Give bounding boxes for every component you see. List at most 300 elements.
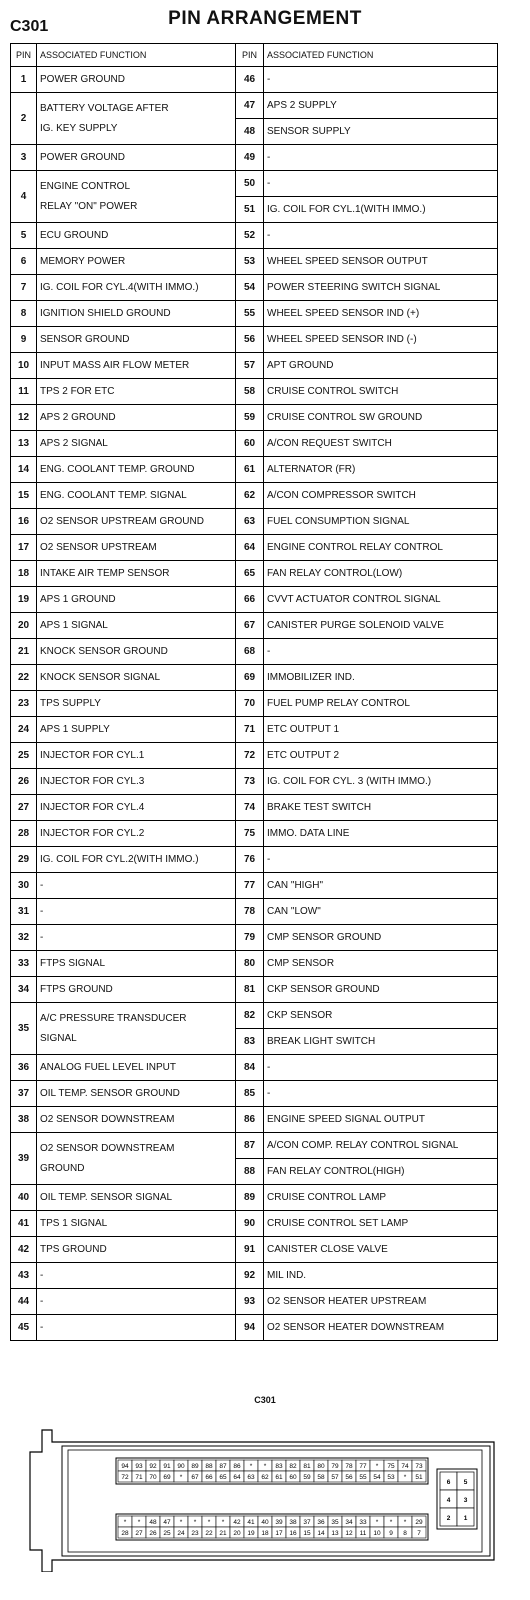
terminal-label: 77	[359, 1463, 367, 1470]
pin-function: CMP SENSOR GROUND	[264, 925, 498, 951]
table-header-row	[11, 44, 498, 67]
pin-function	[37, 1081, 236, 1107]
connector-housing	[30, 1430, 494, 1572]
terminal-label: 36	[317, 1519, 325, 1526]
terminal-label: 3	[463, 1497, 468, 1504]
terminal-label: 29	[415, 1519, 423, 1526]
table-row	[11, 275, 498, 301]
function-line: O2 SENSOR UPSTREAM	[40, 541, 157, 553]
pin-number: 10	[11, 353, 37, 379]
pin-number: 24	[11, 717, 37, 743]
table-row	[11, 457, 498, 483]
terminal-label: *	[193, 1519, 197, 1526]
pin-number: 88	[236, 1159, 264, 1185]
function-line: IG. KEY SUPPLY	[40, 122, 118, 134]
pin-number: 87	[236, 1133, 264, 1159]
pin-function: CKP SENSOR	[264, 1003, 498, 1029]
pin-function	[37, 457, 236, 483]
terminal-label: 26	[149, 1530, 157, 1537]
terminal-label: 80	[317, 1463, 325, 1470]
pin-number: 54	[236, 275, 264, 301]
pin-function	[37, 1133, 236, 1185]
pin-header: PIN	[11, 44, 37, 67]
terminal-label: 58	[317, 1474, 325, 1481]
table-row	[11, 223, 498, 249]
pin-function	[37, 925, 236, 951]
pin-number: 36	[11, 1055, 37, 1081]
pin-number: 93	[236, 1289, 264, 1315]
pin-number: 12	[11, 405, 37, 431]
function-line: -	[40, 879, 44, 891]
pin-function	[37, 405, 236, 431]
pin-number: 23	[11, 691, 37, 717]
pin-header: PIN	[236, 44, 264, 67]
pin-function: -	[264, 1055, 498, 1081]
connector-label: C301	[10, 18, 49, 35]
terminal-label: 92	[149, 1463, 157, 1470]
terminal-label: 83	[275, 1463, 283, 1470]
pin-number: 80	[236, 951, 264, 977]
table-row	[11, 1003, 498, 1029]
terminal-label: *	[221, 1519, 225, 1526]
pin-number: 60	[236, 431, 264, 457]
pin-function	[37, 847, 236, 873]
pin-number: 70	[236, 691, 264, 717]
terminal-label: 70	[149, 1474, 157, 1481]
pin-number: 32	[11, 925, 37, 951]
terminal-label: 17	[275, 1530, 283, 1537]
pin-number: 52	[236, 223, 264, 249]
pin-number: 82	[236, 1003, 264, 1029]
terminal-label: 37	[303, 1519, 311, 1526]
function-line: POWER GROUND	[40, 151, 125, 163]
pin-function: O2 SENSOR HEATER UPSTREAM	[264, 1289, 498, 1315]
terminal-label: 7	[417, 1530, 421, 1537]
terminal-label: 79	[331, 1463, 339, 1470]
pin-number: 67	[236, 613, 264, 639]
function-line: POWER GROUND	[40, 73, 125, 85]
pin-function: CANISTER CLOSE VALVE	[264, 1237, 498, 1263]
terminal-label: 18	[261, 1530, 269, 1537]
pin-function: CKP SENSOR GROUND	[264, 977, 498, 1003]
function-line: MEMORY POWER	[40, 255, 126, 267]
pin-function	[37, 171, 236, 223]
pin-number: 30	[11, 873, 37, 899]
pin-number: 44	[11, 1289, 37, 1315]
function-line: -	[40, 1295, 44, 1307]
pin-function	[37, 717, 236, 743]
terminal-label: *	[375, 1463, 379, 1470]
pin-number: 25	[11, 743, 37, 769]
terminal-label: 12	[345, 1530, 353, 1537]
terminal-label: 66	[205, 1474, 213, 1481]
pin-arrangement-table	[10, 43, 497, 1341]
pin-function: CRUISE CONTROL SWITCH	[264, 379, 498, 405]
pin-function	[37, 613, 236, 639]
terminal-label: *	[263, 1463, 267, 1470]
function-line: GROUND	[40, 1162, 85, 1174]
table-row	[11, 353, 498, 379]
terminal-label: 1	[463, 1515, 468, 1522]
table-row	[11, 67, 498, 93]
terminal-label: 5	[463, 1479, 468, 1486]
pin-function	[37, 1107, 236, 1133]
table-row	[11, 847, 498, 873]
pin-number: 22	[11, 665, 37, 691]
terminal-label: 78	[345, 1463, 353, 1470]
pin-function: CRUISE CONTROL SW GROUND	[264, 405, 498, 431]
pin-number: 31	[11, 899, 37, 925]
pin-number: 85	[236, 1081, 264, 1107]
terminal-label: *	[389, 1519, 393, 1526]
terminal-label: 54	[373, 1474, 381, 1481]
pin-number: 55	[236, 301, 264, 327]
function-line: -	[40, 905, 44, 917]
pin-number: 79	[236, 925, 264, 951]
pin-function	[37, 821, 236, 847]
pin-function: -	[264, 847, 498, 873]
pin-function	[37, 743, 236, 769]
terminal-label: 90	[177, 1463, 185, 1470]
terminal-label: *	[403, 1474, 407, 1481]
pin-function: A/CON COMPRESSOR SWITCH	[264, 483, 498, 509]
pin-number: 86	[236, 1107, 264, 1133]
function-line: TPS SUPPLY	[40, 697, 101, 709]
table-row	[11, 379, 498, 405]
pin-function: MIL IND.	[264, 1263, 498, 1289]
pin-number: 57	[236, 353, 264, 379]
table-row	[11, 691, 498, 717]
pin-number: 78	[236, 899, 264, 925]
pin-number: 2	[11, 93, 37, 145]
pin-function	[37, 535, 236, 561]
terminal-label: 51	[415, 1474, 423, 1481]
function-line: APS 2 SIGNAL	[40, 437, 108, 449]
function-line: ANALOG FUEL LEVEL INPUT	[40, 1061, 176, 1073]
pin-number: 83	[236, 1029, 264, 1055]
pin-number: 62	[236, 483, 264, 509]
function-line: SIGNAL	[40, 1032, 77, 1044]
table-row	[11, 249, 498, 275]
table-row	[11, 1081, 498, 1107]
table-row	[11, 1185, 498, 1211]
pin-function: -	[264, 1081, 498, 1107]
table-row	[11, 951, 498, 977]
function-line: APS 2 GROUND	[40, 411, 116, 423]
pin-number: 15	[11, 483, 37, 509]
table-row	[11, 483, 498, 509]
function-line: OIL TEMP. SENSOR SIGNAL	[40, 1191, 173, 1203]
terminal-label: 60	[289, 1474, 297, 1481]
terminal-label: 19	[247, 1530, 255, 1537]
terminal-label: 8	[403, 1530, 407, 1537]
pin-function: CAN "HIGH"	[264, 873, 498, 899]
function-line: KNOCK SENSOR GROUND	[40, 645, 168, 657]
terminal-label: 88	[205, 1463, 213, 1470]
pin-function	[37, 951, 236, 977]
pin-function	[37, 223, 236, 249]
table-row	[11, 925, 498, 951]
pin-number: 8	[11, 301, 37, 327]
table-row	[11, 639, 498, 665]
terminal-label: *	[207, 1519, 211, 1526]
terminal-label: 94	[121, 1463, 129, 1470]
function-line: INPUT MASS AIR FLOW METER	[40, 359, 190, 371]
table-row	[11, 795, 498, 821]
pin-number: 43	[11, 1263, 37, 1289]
pin-number: 66	[236, 587, 264, 613]
pin-number: 94	[236, 1315, 264, 1341]
pin-function: CAN "LOW"	[264, 899, 498, 925]
terminal-label: 64	[233, 1474, 241, 1481]
pin-number: 81	[236, 977, 264, 1003]
pin-function: APT GROUND	[264, 353, 498, 379]
pin-function: FUEL PUMP RELAY CONTROL	[264, 691, 498, 717]
pin-function: -	[264, 145, 498, 171]
terminal-label: 11	[359, 1530, 367, 1537]
pin-number: 11	[11, 379, 37, 405]
function-line: -	[40, 931, 44, 943]
function-line: OIL TEMP. SENSOR GROUND	[40, 1087, 180, 1099]
terminal-label: *	[123, 1519, 127, 1526]
pin-function: CVVT ACTUATOR CONTROL SIGNAL	[264, 587, 498, 613]
terminal-label: 67	[191, 1474, 199, 1481]
terminal-label: 48	[149, 1519, 157, 1526]
pin-function: A/CON COMP. RELAY CONTROL SIGNAL	[264, 1133, 498, 1159]
pin-function	[37, 665, 236, 691]
terminal-label: *	[403, 1519, 407, 1526]
table-row	[11, 1055, 498, 1081]
terminal-label: 53	[387, 1474, 395, 1481]
pin-function	[37, 691, 236, 717]
pin-function	[37, 977, 236, 1003]
pin-function: IMMOBILIZER IND.	[264, 665, 498, 691]
function-line: APS 1 SIGNAL	[40, 619, 108, 631]
pin-number: 28	[11, 821, 37, 847]
table-row	[11, 977, 498, 1003]
table-row	[11, 535, 498, 561]
terminal-label: 82	[289, 1463, 297, 1470]
pin-number: 45	[11, 1315, 37, 1341]
pin-number: 38	[11, 1107, 37, 1133]
function-line: ENG. COOLANT TEMP. GROUND	[40, 463, 195, 475]
pin-function: CRUISE CONTROL LAMP	[264, 1185, 498, 1211]
function-line: O2 SENSOR DOWNSTREAM	[40, 1142, 175, 1154]
function-line: INJECTOR FOR CYL.4	[40, 801, 145, 813]
pin-function	[37, 327, 236, 353]
terminal-label: 73	[415, 1463, 423, 1470]
pin-number: 37	[11, 1081, 37, 1107]
table-row	[11, 301, 498, 327]
function-line: ECU GROUND	[40, 229, 109, 241]
table-row	[11, 665, 498, 691]
pin-function	[37, 561, 236, 587]
terminal-label: 59	[303, 1474, 311, 1481]
pin-function	[37, 379, 236, 405]
terminal-label: 75	[387, 1463, 395, 1470]
pin-function: IG. COIL FOR CYL.1(WITH IMMO.)	[264, 197, 498, 223]
function-line: KNOCK SENSOR SIGNAL	[40, 671, 161, 683]
pin-number: 75	[236, 821, 264, 847]
terminal-label: 10	[373, 1530, 381, 1537]
pin-function: SENSOR SUPPLY	[264, 119, 498, 145]
terminal-label: 62	[261, 1474, 269, 1481]
terminal-label: 63	[247, 1474, 255, 1481]
function-line: ENG. COOLANT TEMP. SIGNAL	[40, 489, 187, 501]
pin-function	[37, 587, 236, 613]
table-row	[11, 769, 498, 795]
pin-number: 72	[236, 743, 264, 769]
pin-number: 91	[236, 1237, 264, 1263]
terminal-label: 55	[359, 1474, 367, 1481]
pin-function	[37, 483, 236, 509]
pin-number: 14	[11, 457, 37, 483]
pin-number: 69	[236, 665, 264, 691]
pin-number: 90	[236, 1211, 264, 1237]
pin-function: IMMO. DATA LINE	[264, 821, 498, 847]
table-row	[11, 613, 498, 639]
pin-number: 7	[11, 275, 37, 301]
pin-function	[37, 639, 236, 665]
table-row	[11, 561, 498, 587]
pin-number: 39	[11, 1133, 37, 1185]
pin-function: A/CON REQUEST SWITCH	[264, 431, 498, 457]
terminal-label: 61	[275, 1474, 283, 1481]
pin-function	[37, 275, 236, 301]
pin-number: 65	[236, 561, 264, 587]
terminal-label: 34	[345, 1519, 353, 1526]
function-line: INJECTOR FOR CYL.1	[40, 749, 145, 761]
pin-function	[37, 1055, 236, 1081]
table-row	[11, 171, 498, 197]
pin-function	[37, 301, 236, 327]
pin-function: WHEEL SPEED SENSOR IND (+)	[264, 301, 498, 327]
pin-function: -	[264, 223, 498, 249]
pin-function: POWER STEERING SWITCH SIGNAL	[264, 275, 498, 301]
table-row	[11, 1211, 498, 1237]
pin-number: 41	[11, 1211, 37, 1237]
terminal-label: 15	[303, 1530, 311, 1537]
terminal-label: 6	[446, 1479, 451, 1486]
pin-number: 50	[236, 171, 264, 197]
table-row	[11, 821, 498, 847]
terminal-label: 71	[135, 1474, 143, 1481]
pin-number: 51	[236, 197, 264, 223]
pin-function	[37, 1237, 236, 1263]
function-line: FTPS SIGNAL	[40, 957, 106, 969]
pin-number: 29	[11, 847, 37, 873]
pin-number: 73	[236, 769, 264, 795]
table-row	[11, 145, 498, 171]
pin-function: WHEEL SPEED SENSOR OUTPUT	[264, 249, 498, 275]
terminal-label: 72	[121, 1474, 129, 1481]
connector-diagram-title: C301	[254, 1395, 276, 1405]
function-line: APS 1 GROUND	[40, 593, 116, 605]
table-row	[11, 1133, 498, 1159]
terminal-label: 89	[191, 1463, 199, 1470]
pin-function	[37, 1185, 236, 1211]
pin-function: ENGINE SPEED SIGNAL OUTPUT	[264, 1107, 498, 1133]
function-header: ASSOCIATED FUNCTION	[37, 44, 236, 67]
terminal-label: 47	[163, 1519, 171, 1526]
pin-number: 61	[236, 457, 264, 483]
table-row	[11, 509, 498, 535]
function-line: RELAY "ON" POWER	[40, 200, 138, 212]
terminal-label: 42	[233, 1519, 241, 1526]
terminal-label: 86	[233, 1463, 241, 1470]
page-title: PIN ARRANGEMENT	[168, 8, 362, 29]
pin-number: 16	[11, 509, 37, 535]
function-line: INTAKE AIR TEMP SENSOR	[40, 567, 170, 579]
pin-function: CMP SENSOR	[264, 951, 498, 977]
pin-function	[37, 1263, 236, 1289]
pin-number: 53	[236, 249, 264, 275]
pin-function	[37, 769, 236, 795]
function-line: O2 SENSOR DOWNSTREAM	[40, 1113, 175, 1125]
terminal-label: 87	[219, 1463, 227, 1470]
terminal-label: 13	[331, 1530, 339, 1537]
terminal-label: 27	[135, 1530, 143, 1537]
function-line: INJECTOR FOR CYL.3	[40, 775, 145, 787]
pin-number: 92	[236, 1263, 264, 1289]
pin-number: 26	[11, 769, 37, 795]
pin-function	[37, 795, 236, 821]
terminal-label: 9	[389, 1530, 393, 1537]
function-line: O2 SENSOR UPSTREAM GROUND	[40, 515, 204, 527]
pin-function: BRAKE TEST SWITCH	[264, 795, 498, 821]
terminal-label: 39	[275, 1519, 283, 1526]
terminal-label: 56	[345, 1474, 353, 1481]
housing-outline	[30, 1430, 494, 1572]
terminal-label: 28	[121, 1530, 129, 1537]
table-row	[11, 93, 498, 119]
terminal-label: 16	[289, 1530, 297, 1537]
table-row	[11, 1315, 498, 1341]
pin-number: 89	[236, 1185, 264, 1211]
pin-number: 19	[11, 587, 37, 613]
pin-function: -	[264, 67, 498, 93]
terminal-label: 23	[191, 1530, 199, 1537]
function-line: SENSOR GROUND	[40, 333, 130, 345]
terminal-label: 22	[205, 1530, 213, 1537]
function-line: INJECTOR FOR CYL.2	[40, 827, 145, 839]
pin-function: WHEEL SPEED SENSOR IND (-)	[264, 327, 498, 353]
terminal-label: 35	[331, 1519, 339, 1526]
pin-function	[37, 899, 236, 925]
pin-function: FAN RELAY CONTROL(LOW)	[264, 561, 498, 587]
pin-function: FAN RELAY CONTROL(HIGH)	[264, 1159, 498, 1185]
table-row	[11, 717, 498, 743]
pin-function	[37, 1289, 236, 1315]
function-line: A/C PRESSURE TRANSDUCER	[40, 1012, 187, 1024]
terminal-label: 41	[247, 1519, 255, 1526]
pin-number: 74	[236, 795, 264, 821]
function-line: -	[40, 1321, 44, 1333]
function-line: IGNITION SHIELD GROUND	[40, 307, 171, 319]
pin-function	[37, 1003, 236, 1055]
pin-number: 42	[11, 1237, 37, 1263]
pin-function: FUEL CONSUMPTION SIGNAL	[264, 509, 498, 535]
pin-function: CRUISE CONTROL SET LAMP	[264, 1211, 498, 1237]
terminal-label: *	[137, 1519, 141, 1526]
terminal-label: 74	[401, 1463, 409, 1470]
function-line: TPS 1 SIGNAL	[40, 1217, 108, 1229]
pin-number: 46	[236, 67, 264, 93]
function-line: BATTERY VOLTAGE AFTER	[40, 102, 169, 114]
pin-number: 84	[236, 1055, 264, 1081]
pin-number: 4	[11, 171, 37, 223]
terminal-label: 69	[163, 1474, 171, 1481]
